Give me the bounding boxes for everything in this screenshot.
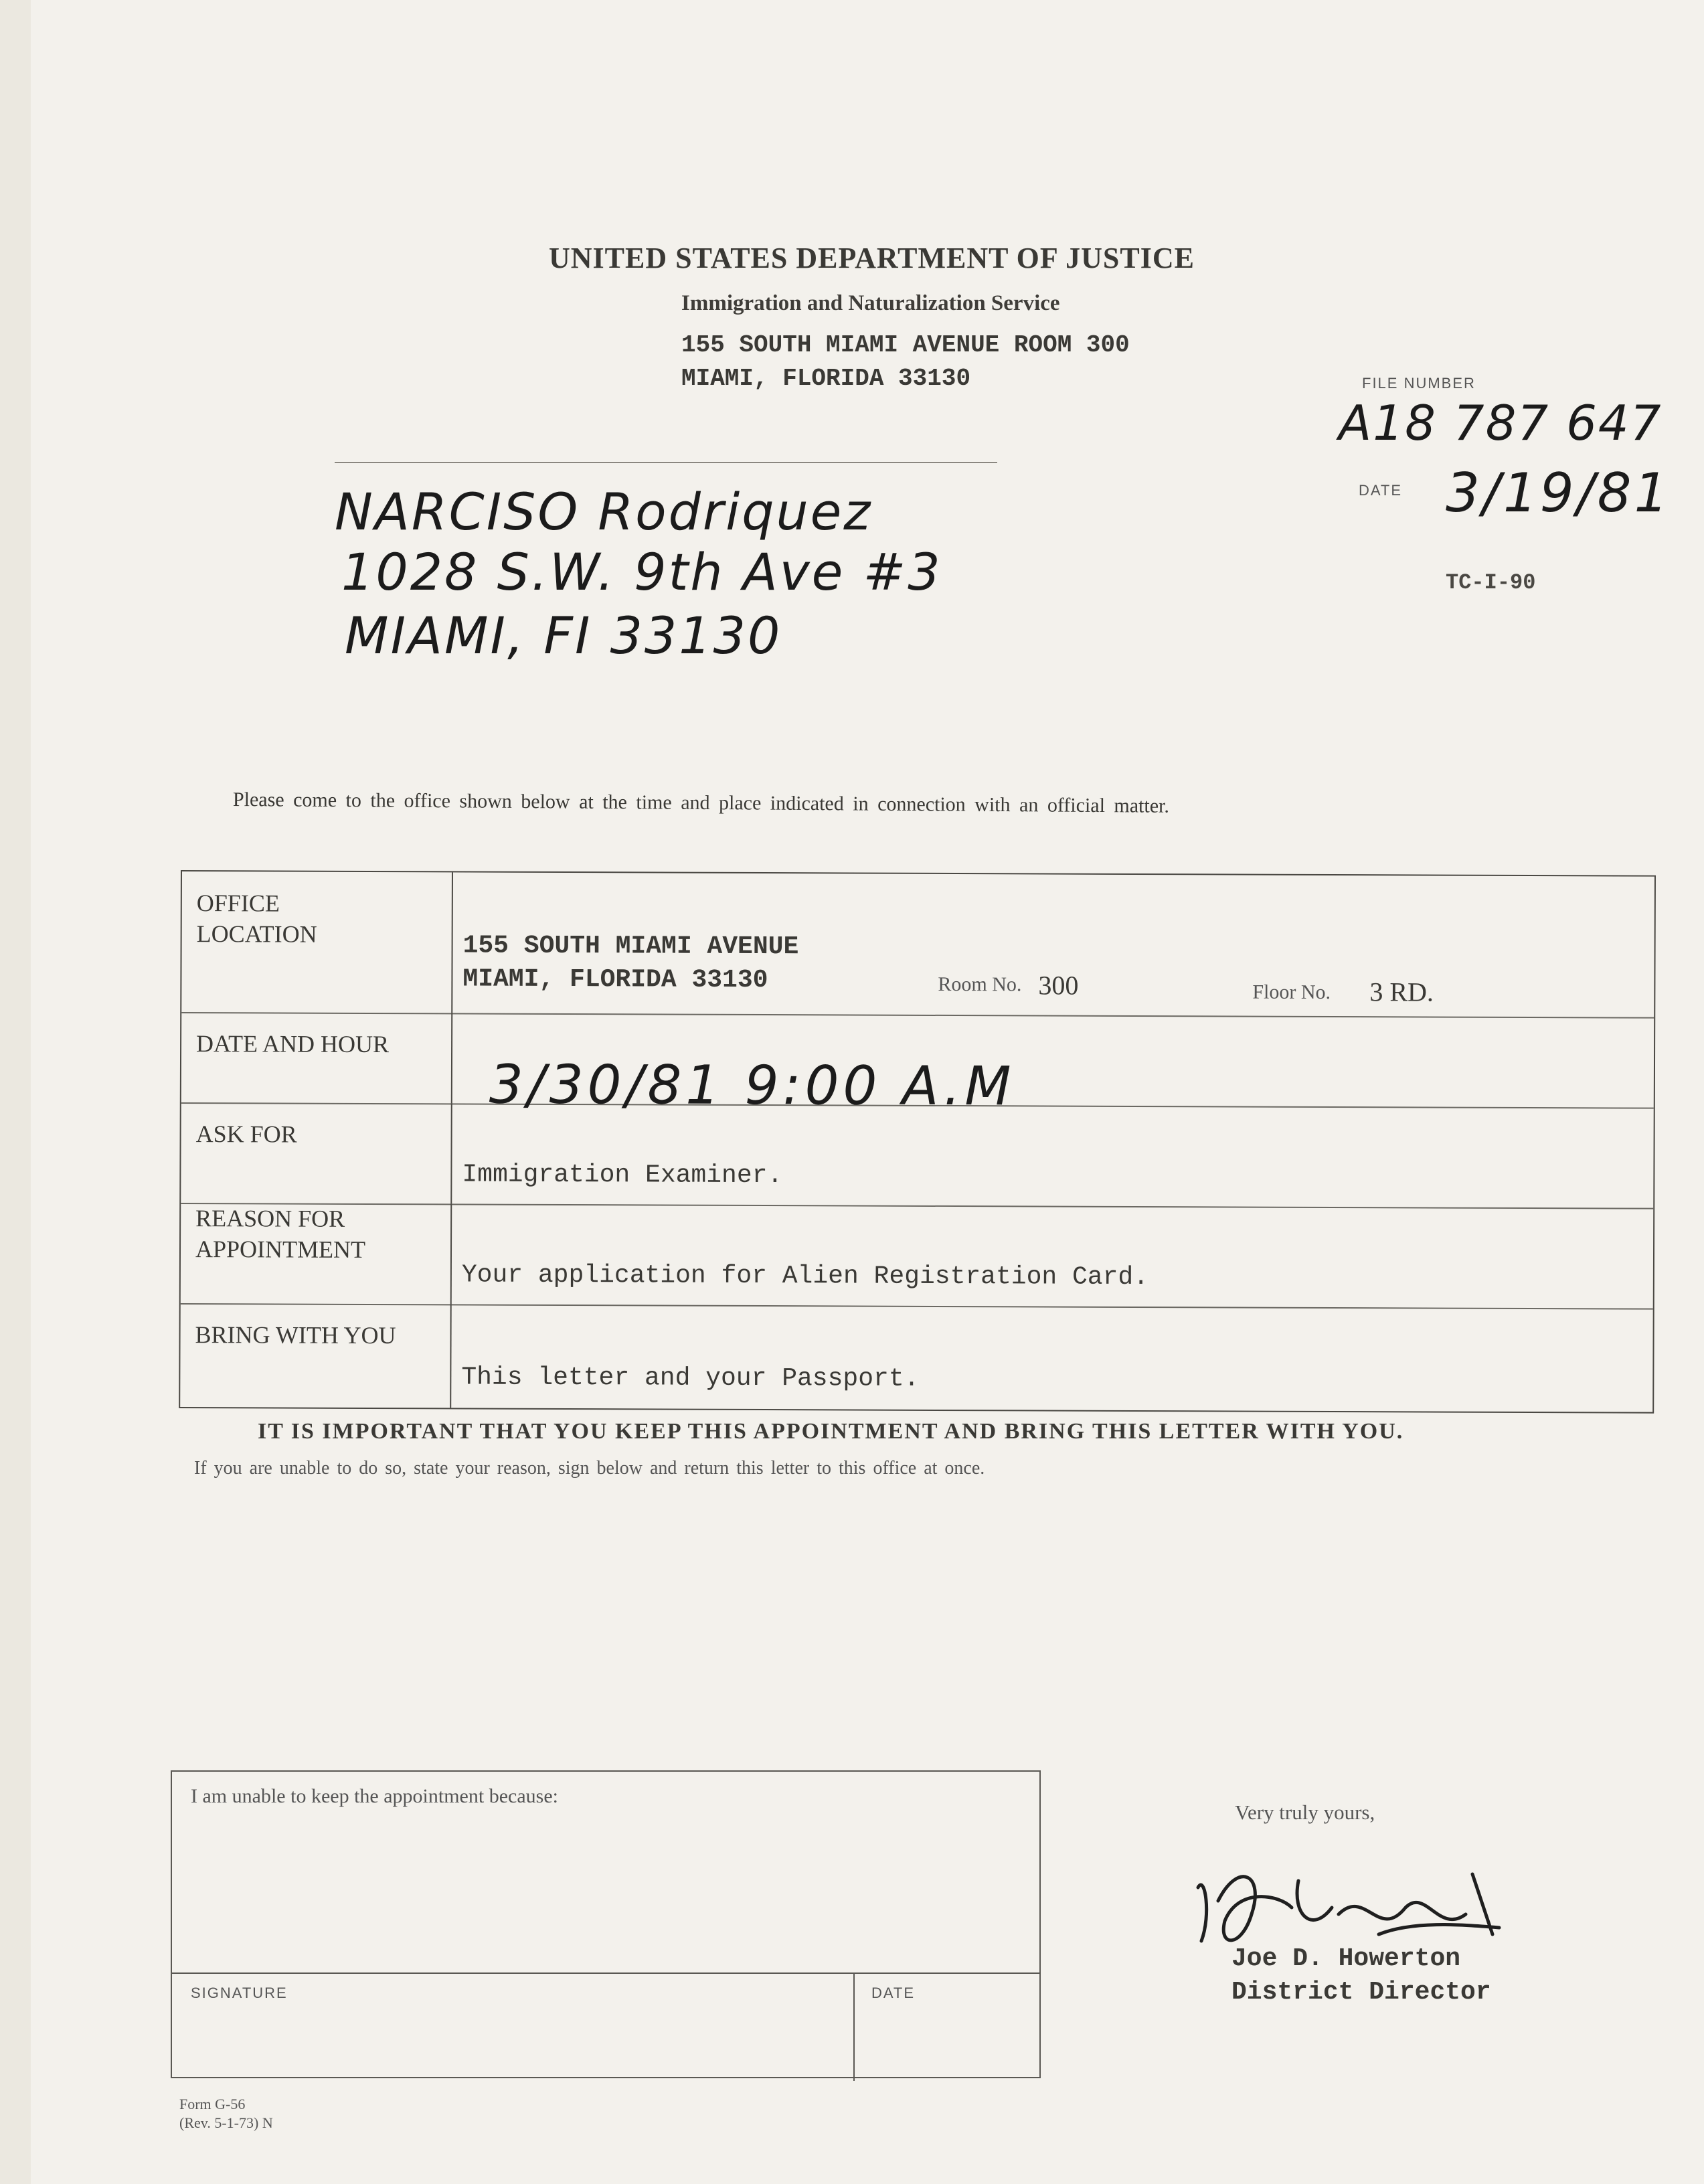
intro-text: Please come to the office shown below at the time and place indicated in connection with an official matter.: [232, 788, 1170, 817]
signer-name: Joe D. Howerton: [1231, 1944, 1461, 1973]
signature-date-label: DATE: [871, 1985, 916, 2001]
signer-title: District Director: [1231, 1978, 1491, 2007]
unable-reason-label: I am unable to keep the appointment because:: [191, 1785, 558, 1807]
floor-label: Floor No.: [1252, 981, 1331, 1003]
room-value: 300: [1038, 970, 1079, 1001]
office-location-label-line2: LOCATION: [196, 920, 317, 948]
recipient-address: [335, 482, 1071, 683]
file-date-value: 3/19/81: [1446, 462, 1671, 524]
office-address-line2: MIAMI, FLORIDA 33130: [462, 964, 768, 995]
page-edge-shadow: [0, 0, 31, 2184]
signature-date-divider: [853, 1974, 855, 2081]
letterhead-address-line2: MIAMI, FLORIDA 33130: [681, 365, 971, 392]
signature-row: [172, 1972, 1039, 2081]
office-address-line1: 155 SOUTH MIAMI AVENUE: [462, 931, 799, 962]
row-ask-for: [181, 1102, 1654, 1209]
file-number-label: FILE NUMBER: [1362, 375, 1476, 392]
date-hour-value: 3/30/81 9:00 A.M: [489, 1053, 1015, 1118]
floor-value: 3 RD.: [1369, 977, 1434, 1007]
row-date-hour: [181, 1012, 1654, 1118]
form-code: TC-I-90: [1446, 570, 1536, 595]
bring-with-you-value: This letter and your Passport.: [461, 1363, 920, 1394]
reason-label: [181, 1203, 452, 1304]
appointment-table: [179, 870, 1656, 1414]
bring-with-you-label: BRING WITH YOU: [180, 1303, 452, 1408]
form-number-line2: (Rev. 5-1-73) N: [179, 2114, 273, 2131]
address-separator-line: [335, 462, 997, 463]
recipient-city: MIAMI, FI 33130: [345, 606, 782, 665]
date-hour-label: DATE AND HOUR: [181, 1012, 452, 1103]
row-reason: [181, 1203, 1654, 1310]
letterhead-address-line1: 155 SOUTH MIAMI AVENUE ROOM 300: [681, 331, 1130, 359]
ask-for-label: ASK FOR: [181, 1102, 452, 1203]
file-info-block: [1332, 375, 1680, 616]
service-name: Immigration and Naturalization Service: [681, 291, 1060, 315]
reason-label-line2: APPOINTMENT: [195, 1236, 366, 1263]
important-notice: IT IS IMPORTANT THAT YOU KEEP THIS APPOINTMENT AND BRING THIS LETTER WITH YOU.: [258, 1419, 1404, 1444]
unable-instructions: If you are unable to do so, state your reason, sign below and return this letter to this office at once.: [194, 1458, 985, 1479]
recipient-name: NARCISO Rodriquez: [335, 482, 873, 541]
row-office-location: [181, 871, 1654, 1019]
agency-name: UNITED STATES DEPARTMENT OF JUSTICE: [549, 242, 1195, 274]
form-number-line1: Form G-56: [179, 2096, 246, 2112]
office-location-label: [181, 871, 453, 1013]
file-date-label: DATE: [1359, 482, 1403, 499]
signature-label: SIGNATURE: [191, 1985, 288, 2001]
form-number: [179, 2095, 273, 2132]
reason-label-line1: REASON FOR: [195, 1205, 345, 1232]
office-location-label-line1: OFFICE: [196, 890, 280, 917]
reason-value: Your application for Alien Registration Card.: [461, 1260, 1149, 1292]
file-number-value: A18 787 647: [1339, 395, 1663, 451]
ask-for-value: Immigration Examiner.: [462, 1160, 783, 1191]
unable-reason-form[interactable]: [171, 1770, 1041, 2078]
closing-salutation: Very truly yours,: [1235, 1800, 1375, 1824]
row-bring-with-you: [180, 1303, 1653, 1412]
room-label: Room No.: [938, 973, 1022, 996]
recipient-street: 1028 S.W. 9th Ave #3: [341, 542, 942, 602]
